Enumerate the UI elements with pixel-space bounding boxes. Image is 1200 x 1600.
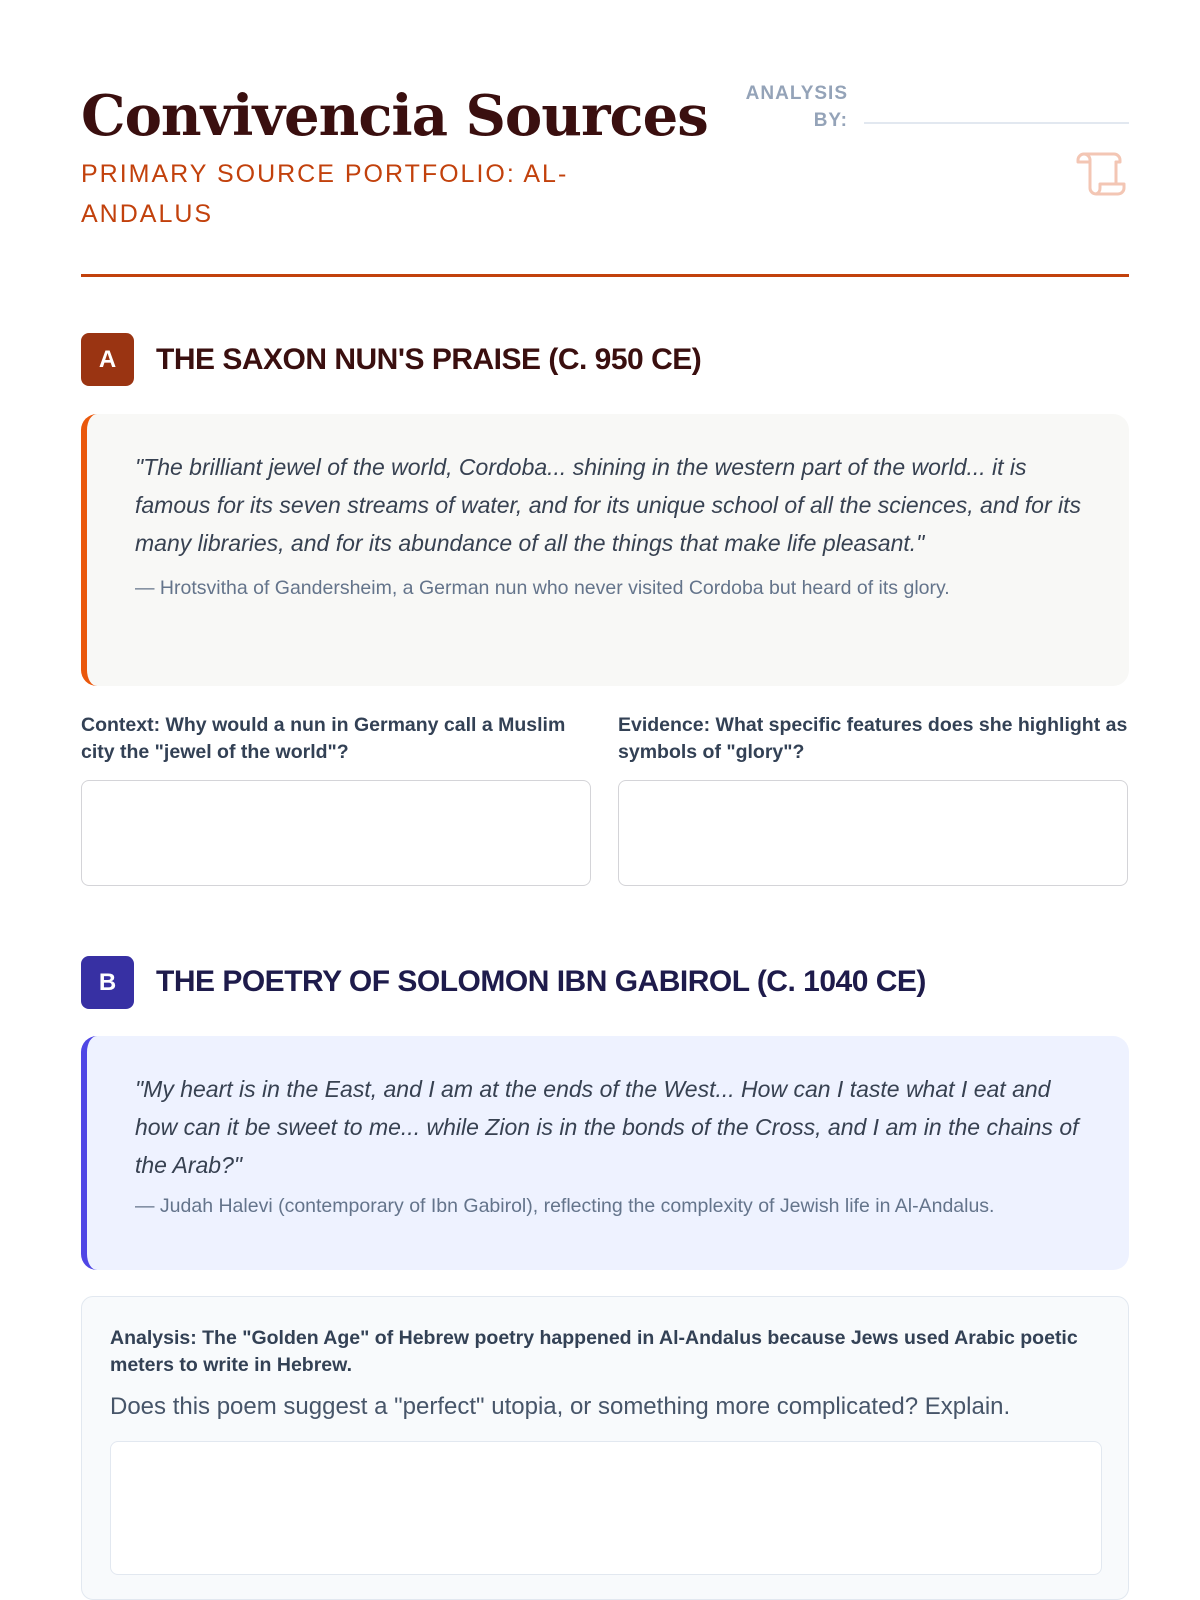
analysis-answer-box[interactable] xyxy=(110,1441,1102,1575)
evidence-answer-box[interactable] xyxy=(618,780,1128,886)
context-question: Context: Why would a nun in Germany call a Muslim city the "jewel of the world"? xyxy=(81,714,566,763)
analysis-by-label: ANALYSIS BY: xyxy=(745,83,848,131)
section-a-badge: A xyxy=(81,333,134,386)
section-a-quote: "The brilliant jewel of the world, Cordoba... shining in the western part of the world... it is famous for its seven streams of water, and for its unique school of all the sciences, and for its many libraries, and for its abundance of all the things that make life pleasant." xyxy=(135,454,1082,556)
section-b-title: THE POETRY OF SOLOMON IBN GABIROL (C. 1040 CE) xyxy=(156,965,926,998)
analysis-question: Does this poem suggest a "perfect" utopia, or something more complicated? Explain. xyxy=(110,1393,1011,1420)
section-b-badge: B xyxy=(81,956,134,1009)
evidence-question: Evidence: What specific features does she highlight as symbols of "glory"? xyxy=(618,714,1128,763)
header-divider xyxy=(81,274,1129,277)
section-a-title: THE SAXON NUN'S PRAISE (C. 950 CE) xyxy=(156,343,702,376)
scroll-icon xyxy=(1074,150,1126,198)
analysis-prompt: Analysis: The "Golden Age" of Hebrew poetry happened in Al-Andalus because Jews used Arabic poetic meters to write in Hebrew. xyxy=(110,1327,1078,1376)
section-a-quote-card xyxy=(81,414,1129,686)
analysis-by-field[interactable] xyxy=(864,122,1129,124)
analysis-panel xyxy=(81,1296,1129,1600)
section-b-quote: "My heart is in the East, and I am at the ends of the West... How can I taste what I eat and how can it be sweet to me... while Zion is in the bonds of the Cross, and I am in the chains of the Arab?" xyxy=(135,1076,1079,1178)
section-b-attribution: — Judah Halevi (contemporary of Ibn Gabirol), reflecting the complexity of Jewish life in Al-Andalus. xyxy=(135,1195,995,1217)
section-b-quote-card xyxy=(81,1036,1129,1270)
page-title: Convivencia Sources xyxy=(81,83,708,149)
section-a-attribution: — Hrotsvitha of Gandersheim, a German nun who never visited Cordoba but heard of its glory. xyxy=(135,577,950,599)
context-answer-box[interactable] xyxy=(81,780,591,886)
page-subtitle: PRIMARY SOURCE PORTFOLIO: AL-ANDALUS xyxy=(81,160,569,228)
